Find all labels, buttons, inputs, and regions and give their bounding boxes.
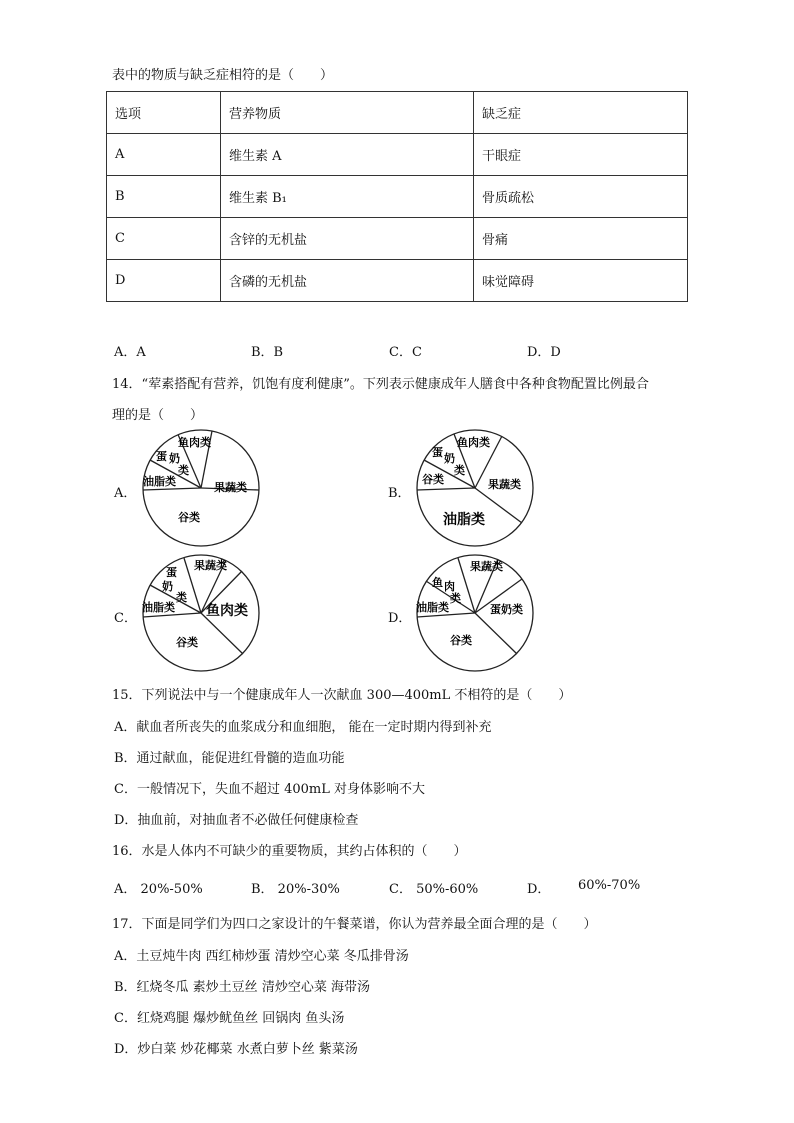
q16-option-d-value: 60%-70% — [578, 878, 641, 893]
pie-label: 奶 — [169, 452, 180, 465]
pie-chart-b — [410, 428, 540, 548]
q13-option-c: C．C — [389, 345, 422, 360]
pie-label: 类 — [450, 592, 461, 605]
pie-label: 油脂类 — [142, 601, 175, 614]
table-cell: 味觉障碍 — [474, 260, 688, 302]
table-cell: 骨质疏松 — [474, 176, 688, 218]
pie-label: 蛋 — [156, 450, 167, 463]
pie-label: 油脂类 — [443, 512, 485, 528]
q14-option-c-label: C． — [114, 611, 137, 626]
q14-stem-line1: 14．“荤素搭配有营养，饥饱有度利健康”。下列表示健康成年人膳食中各种食物配置比例最合 — [112, 377, 649, 392]
table-header: 缺乏症 — [474, 92, 688, 134]
q15-option-b: B．通过献血，能促进红骨髓的造血功能 — [114, 751, 345, 766]
table-cell: B — [107, 176, 221, 218]
pie-label: 奶 — [162, 580, 173, 593]
q17-stem: 17．下面是同学们为四口之家设计的午餐菜谱，你认为营养最全面合理的是（ ） — [112, 917, 597, 932]
q14-stem-line2: 理的是（ ） — [112, 408, 204, 423]
q17-option-d: D．炒白菜 炒花椰菜 水煮白萝卜丝 紫菜汤 — [114, 1042, 358, 1057]
table-cell: 干眼症 — [474, 134, 688, 176]
pie-chart-d — [410, 553, 540, 673]
pie-label: 类 — [176, 591, 187, 604]
pie-label: 谷类 — [422, 473, 444, 486]
pie-label: 蛋奶类 — [490, 603, 523, 616]
pie-label: 蛋 — [432, 446, 443, 459]
pie-label: 谷类 — [176, 636, 198, 649]
table-cell: 含磷的无机盐 — [221, 260, 474, 302]
q15-option-a: A．献血者所丧失的血浆成分和血细胞， 能在一定时期内得到补充 — [114, 720, 492, 735]
table-cell: 维生素 B₁ — [221, 176, 474, 218]
pie-label: 奶 — [444, 452, 455, 465]
q16-option-a: A． 20%-50% — [114, 882, 203, 897]
q14-option-a-label: A． — [114, 486, 137, 501]
table-cell: D — [107, 260, 221, 302]
q14-option-b-label: B． — [388, 486, 411, 501]
q17-option-c: C．红烧鸡腿 爆炒鱿鱼丝 回锅肉 鱼头汤 — [114, 1011, 345, 1026]
pie-label: 谷类 — [450, 634, 472, 647]
pie-label: 油脂类 — [143, 475, 176, 488]
q16-option-b: B． 20%-30% — [251, 882, 340, 897]
pie-chart-c — [136, 553, 266, 673]
q15-option-d: D．抽血前，对抽血者不必做任何健康检查 — [114, 813, 359, 828]
table-header-row — [107, 92, 688, 134]
q13-intro: 表中的物质与缺乏症相符的是（ ） — [112, 68, 334, 83]
q13-option-a: A．A — [114, 345, 146, 360]
pie-label: 鱼肉类 — [457, 436, 490, 449]
table-header: 营养物质 — [221, 92, 474, 134]
q17-option-a: A．土豆炖牛肉 西红柿炒蛋 清炒空心菜 冬瓜排骨汤 — [114, 949, 409, 964]
table-cell: 含锌的无机盐 — [221, 218, 474, 260]
table-cell: C — [107, 218, 221, 260]
nutrition-table — [106, 91, 688, 302]
table-row — [107, 218, 688, 260]
q16-option-c: C． 50%-60% — [389, 882, 479, 897]
table-cell: 维生素 A — [221, 134, 474, 176]
q15-option-c: C．一般情况下，失血不超过 400mL 对身体影响不大 — [114, 782, 425, 797]
q16-stem: 16．水是人体内不可缺少的重要物质，其约占体积的（ ） — [112, 844, 467, 859]
q13-option-b: B．B — [251, 345, 284, 360]
pie-label: 鱼肉类 — [206, 603, 248, 619]
pie-label: 类 — [178, 464, 189, 477]
q13-option-d: D．D — [527, 345, 561, 360]
pie-label: 蛋 — [166, 566, 177, 579]
pie-label: 鱼 — [432, 576, 443, 589]
pie-label: 果蔬类 — [194, 559, 227, 572]
pie-label: 果蔬类 — [214, 481, 247, 494]
pie-label: 果蔬类 — [488, 478, 521, 491]
table-header: 选项 — [107, 92, 221, 134]
q15-stem: 15．下列说法中与一个健康成年人一次献血 300—400mL 不相符的是（ ） — [112, 688, 572, 703]
table-cell: A — [107, 134, 221, 176]
pie-label: 鱼肉类 — [178, 436, 211, 449]
pie-label: 油脂类 — [416, 601, 449, 614]
pie-label: 肉 — [444, 580, 455, 593]
q16-option-d-label: D． — [527, 882, 551, 897]
q14-option-d-label: D． — [388, 611, 412, 626]
table-row — [107, 260, 688, 302]
table-cell: 骨痛 — [474, 218, 688, 260]
pie-label: 谷类 — [178, 511, 200, 524]
q17-option-b: B．红烧冬瓜 素炒土豆丝 清炒空心菜 海带汤 — [114, 980, 370, 995]
pie-label: 类 — [454, 464, 465, 477]
pie-label: 果蔬类 — [470, 560, 503, 573]
pie-chart-a — [136, 428, 266, 548]
table-row — [107, 176, 688, 218]
table-row — [107, 134, 688, 176]
